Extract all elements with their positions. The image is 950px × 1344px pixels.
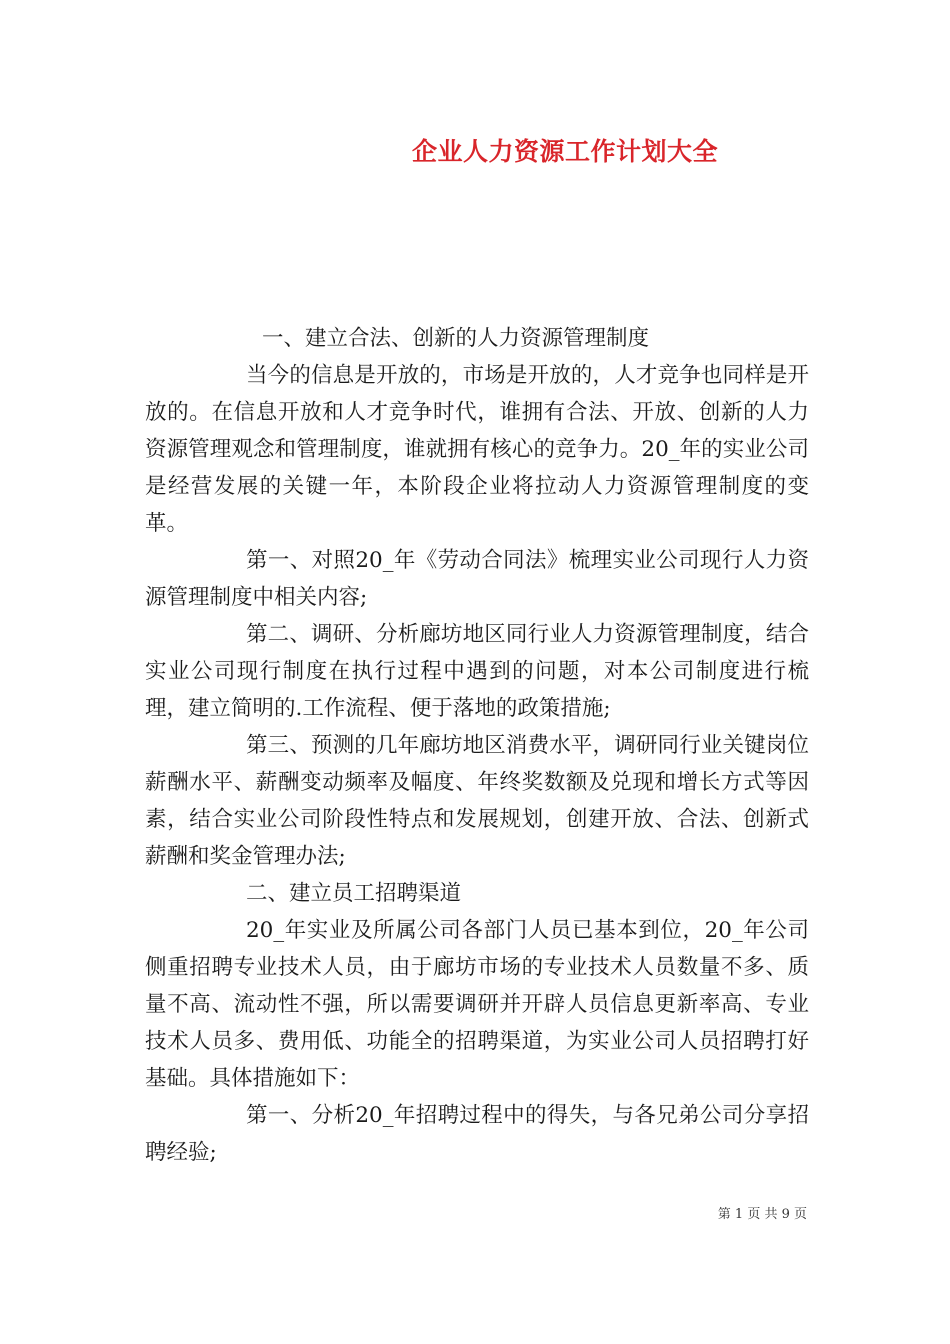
paragraph-2: 第一、对照20_年《劳动合同法》梳理实业公司现行人力资源管理制度中相关内容; (145, 548, 809, 610)
paragraph-6: 第一、分析20_年招聘过程中的得失，与各兄弟公司分享招聘经验; (145, 1103, 809, 1165)
paragraph-4: 第三、预测的几年廊坊地区消费水平，调研同行业关键岗位薪酬水平、薪酬变动频率及幅度、年终奖数额及兑现和增长方式等因素，结合实业公司阶段性特点和发展规划，创建开放、合法、创新式薪酬和奖金管理办法; (145, 733, 809, 869)
paragraph-1: 当今的信息是开放的，市场是开放的，人才竞争也同样是开放的。在信息开放和人才竞争时代，谁拥有合法、开放、创新的人力资源管理观念和管理制度，谁就拥有核心的竞争力。20_年的实业公司是经营发展的关键一年，本阶段企业将拉动人力资源管理制度的变革。 (145, 363, 809, 536)
document-body (145, 320, 809, 1171)
section-heading-2: 二、建立员工招聘渠道 (246, 881, 462, 906)
paragraph-3: 第二、调研、分析廊坊地区同行业人力资源管理制度，结合实业公司现行制度在执行过程中遇到的问题，对本公司制度进行梳理，建立简明的.工作流程、便于落地的政策措施; (145, 622, 809, 721)
section-heading-1: 一、建立合法、创新的人力资源管理制度 (262, 326, 650, 351)
paragraph-5: 20_年实业及所属公司各部门人员已基本到位，20_年公司侧重招聘专业技术人员，由于廊坊市场的专业技术人员数量不多、质量不高、流动性不强，所以需要调研并开辟人员信息更新率高、专业技术人员多、费用低、功能全的招聘渠道，为实业公司人员招聘打好基础。具体措施如下： (145, 918, 809, 1091)
document-title: 企业人力资源工作计划大全 (411, 137, 718, 166)
page-number: 第 1 页 共 9 页 (717, 1207, 807, 1222)
